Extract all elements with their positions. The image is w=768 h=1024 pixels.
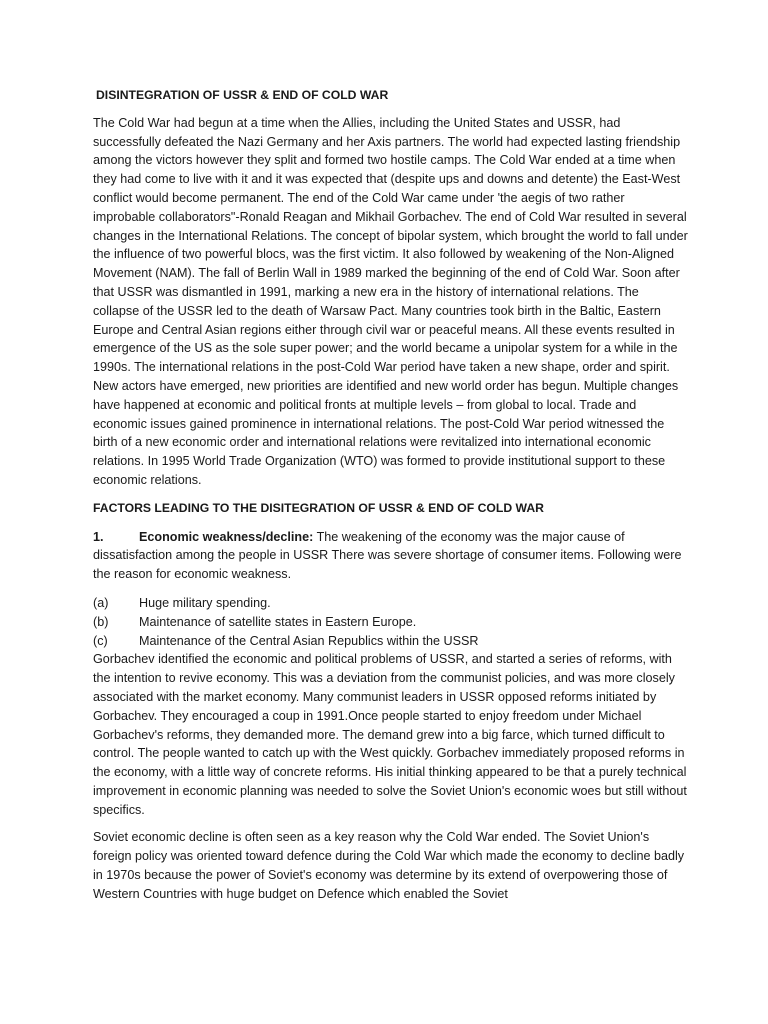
list-item [93,594,688,613]
point-text: The weakening of the economy was the major cause of dissatisfaction among the people in USSR There was severe shortage of consumer items. Following were the reason for economic weakness. [93,529,682,582]
list-marker: (b) [93,614,109,629]
reasons-list [93,594,688,650]
gorbachev-paragraph: Gorbachev identified the economic and political problems of USSR, and started a series of reforms, with the intention to revive economy. This was a deviation from the communist policies, and was more closely associated with the market economy. Many communist leaders in USSR opposed reforms initiated by Gorbachev. They encouraged a coup in 1991.Once people started to enjoy freedom under Michael Gorbachev's reforms, they demanded more. The demand grew into a big farce, which turned difficult to control. The people wanted to catch up with the West quickly. Gorbachev immediately proposed reforms in the economy, with a little way of concrete reforms. His initial thinking appeared to be that a purely technical improvement in economic planning was needed to solve the Soviet Union's economic woes but still without specifics. [93,652,687,817]
list-item [93,632,688,651]
section-heading: FACTORS LEADING TO THE DISITEGRATION OF USSR & END OF COLD WAR [93,500,544,515]
point-economic-weakness [93,528,688,584]
list-text: Maintenance of the Central Asian Republics within the USSR [139,633,479,648]
economic-decline-paragraph: Soviet economic decline is often seen as a key reason why the Cold War ended. The Soviet Union's foreign policy was oriented toward defence during the Cold War which made the economy to decline badly in 1970s because the power of Soviet's economy was determine by its extend of overpowering those of Western Countries with huge budget on Defence which enabled the Soviet [93,830,685,901]
list-marker: (a) [93,595,109,610]
document-title: DISINTEGRATION OF USSR & END OF COLD WAR [96,88,389,102]
intro-paragraph: The Cold War had begun at a time when the Allies, including the United States and USSR, had successfully defeated the Nazi Germany and her Axis partners. The world had expected lasting friendship among the victors however they split and formed two hostile camps. The Cold War ended at a time when they had come to live with it and it was expected that (despite ups and downs and detente) the East-West conflict would become permanent. The end of the Cold War came under 'the aegis of two rather improbable collaborators"-Ronald Reagan and Mikhail Gorbachev. The end of Cold War resulted in several changes in the International Relations. The concept of bipolar system, which brought the world to fall under the influence of two powerful blocs, was the first victim. It also followed by weakening of the Non-Aligned Movement (NAM). The fall of Berlin Wall in 1989 marked the beginning of the end of Cold War. Soon after that USSR was dismantled in 1991, marking a new era in the history of international relations. The collapse of the USSR led to the death of Warsaw Pact. Many countries took birth in the Baltic, Eastern Europe and Central Asian regions either through civil war or peaceful means. All these events resulted in emergence of the US as the sole super power; and the world became a unipolar system for a while in the 1990s. The international relations in the post-Cold War period have taken a new shape, order and spirit. New actors have emerged, new priorities are identified and new world order has begun. Multiple changes have happened at economic and political fronts at multiple levels – from global to local. Trade and economic issues gained prominence in international relations. The post-Cold War period witnessed the birth of a new economic order and international relations were revitalized into international economic relations. In 1995 World Trade Organization (WTO) was formed to provide institutional support to these economic relations. [93,115,688,487]
point-number: 1. [93,529,104,544]
point-title: Economic weakness/decline: [139,529,314,544]
list-item [93,613,688,632]
list-text: Maintenance of satellite states in Eastern Europe. [139,614,417,629]
document-body [93,86,688,904]
list-marker: (c) [93,633,108,648]
list-text: Huge military spending. [139,595,271,610]
